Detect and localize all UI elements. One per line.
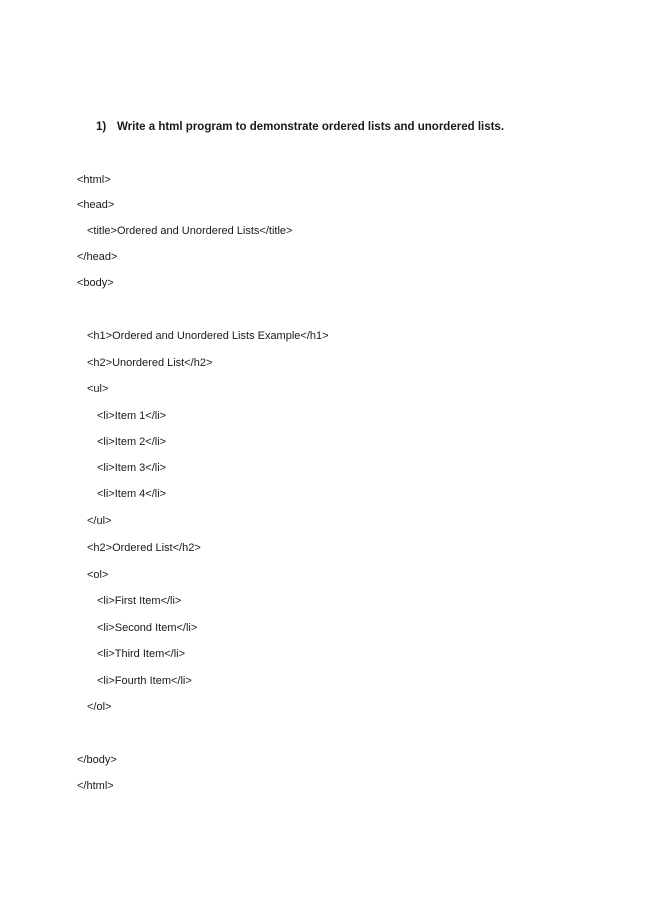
code-line: <ol> <box>87 569 109 581</box>
code-line: <html> <box>77 174 111 186</box>
code-line: </ol> <box>87 701 112 713</box>
code-line: <li>Third Item</li> <box>97 648 186 660</box>
code-line: <ul> <box>87 383 109 395</box>
code-line: <li>Item 3</li> <box>97 462 167 474</box>
code-line: <li>Item 4</li> <box>97 488 167 500</box>
code-line: </ul> <box>87 515 112 527</box>
code-line: <li>First Item</li> <box>97 595 182 607</box>
code-line: <h1>Ordered and Unordered Lists Example</h1> <box>87 330 329 342</box>
code-line: <body> <box>77 277 114 289</box>
code-line: </html> <box>77 780 114 792</box>
question-text: Write a html program to demonstrate ordered lists and unordered lists. <box>117 121 505 133</box>
code-line: </body> <box>77 754 117 766</box>
code-line: </head> <box>77 251 118 263</box>
question-heading <box>96 120 504 134</box>
code-line: <li>Item 1</li> <box>97 410 167 422</box>
code-line: <li>Fourth Item</li> <box>97 675 192 687</box>
question-number: 1) <box>96 121 107 133</box>
code-line: <h2>Unordered List</h2> <box>87 357 213 369</box>
code-line: <h2>Ordered List</h2> <box>87 542 201 554</box>
code-line: <head> <box>77 199 115 211</box>
code-line: <li>Item 2</li> <box>97 436 167 448</box>
code-line: <li>Second Item</li> <box>97 622 198 634</box>
code-line: <title>Ordered and Unordered Lists</title> <box>87 225 293 237</box>
